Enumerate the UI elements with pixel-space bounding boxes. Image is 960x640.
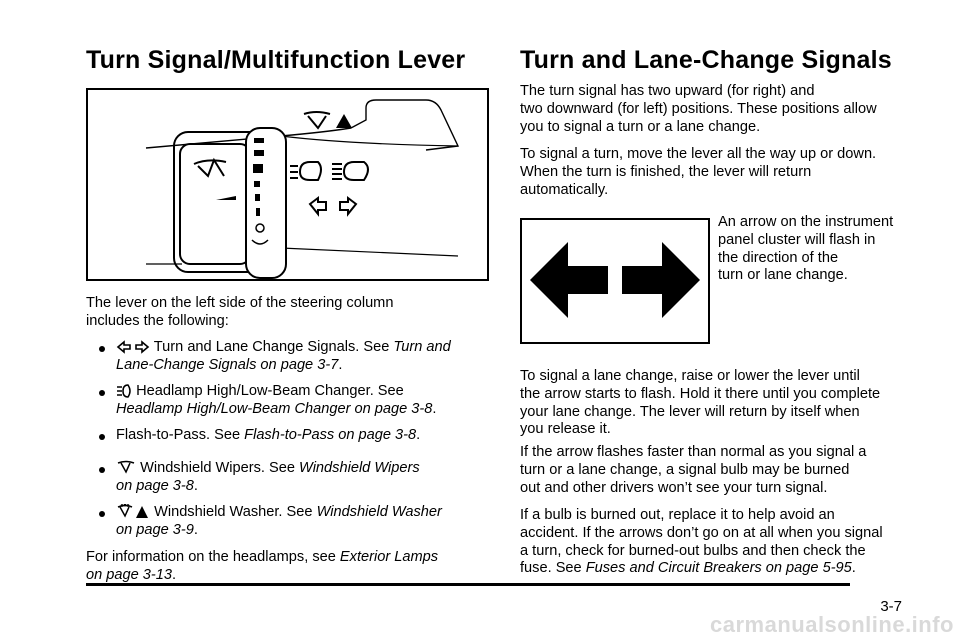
right-side-caption: An arrow on the instrument panel cluster will flash in the direction of the turn or lane change. (718, 214, 894, 284)
headlamp-beam-icon (116, 383, 132, 399)
list-item-headlamp: Headlamp High/Low-Beam Changer. See Headlamp High/Low-Beam Changer on page 3-8. (116, 383, 437, 417)
wiper-icon (116, 460, 136, 476)
watermark: carmanualsonline.info (710, 612, 954, 637)
turn-arrows-illustration (520, 218, 710, 344)
bullet-dot (99, 434, 105, 440)
bullet-dot (99, 511, 105, 517)
left-footer: For information on the headlamps, see Exterior Lamps on page 3-13. (86, 549, 439, 583)
right-p3: To signal a lane change, raise or lower the lever until the arrow starts to flash. Hold it there until you complete your lane change. The lever will return by itself when you release it. (520, 368, 881, 438)
right-p4: If the arrow flashes faster than normal as you signal a turn or a lane change, a signal bulb may be burned out and other drivers won’t see your turn signal. (520, 444, 867, 496)
left-heading: Turn Signal/Multifunction Lever (86, 46, 466, 74)
right-p5: If a bulb is burned out, replace it to help avoid an accident. If the arrows don’t go on at all when you signal a turn, check for burned-out bulbs and then check the fuse. See Fuses and Circuit Breakers on page 5-95. (520, 507, 883, 577)
turn-arrows-icon (116, 340, 150, 354)
bullet-dot (99, 467, 105, 473)
list-item-wipers: Windshield Wipers. See Windshield Wipers on page 3-8. (116, 460, 420, 494)
bullet-dot (99, 346, 105, 352)
footer-rule (86, 583, 850, 586)
page-number: 3-7 (880, 598, 902, 615)
left-intro: The lever on the left side of the steering column includes the following: (86, 295, 394, 329)
list-item-flash-to-pass: Flash-to-Pass. See Flash-to-Pass on page 3-8. (116, 427, 421, 443)
right-p2: To signal a turn, move the lever all the way up or down. When the turn is finished, the lever will return automatically. (520, 146, 877, 198)
right-heading: Turn and Lane-Change Signals (520, 46, 892, 74)
bullet-dot (99, 390, 105, 396)
list-item-turn-signals: Turn and Lane Change Signals. See Turn and Lane-Change Signals on page 3-7. (116, 339, 451, 373)
list-item-washer: Windshield Washer. See Windshield Washer on page 3-9. (116, 504, 442, 538)
lever-illustration (86, 88, 489, 281)
washer-icon (116, 504, 150, 520)
right-p1: The turn signal has two upward (for right) and two downward (for left) positions. These positions allow you to signal a turn or a lane change. (520, 83, 877, 135)
